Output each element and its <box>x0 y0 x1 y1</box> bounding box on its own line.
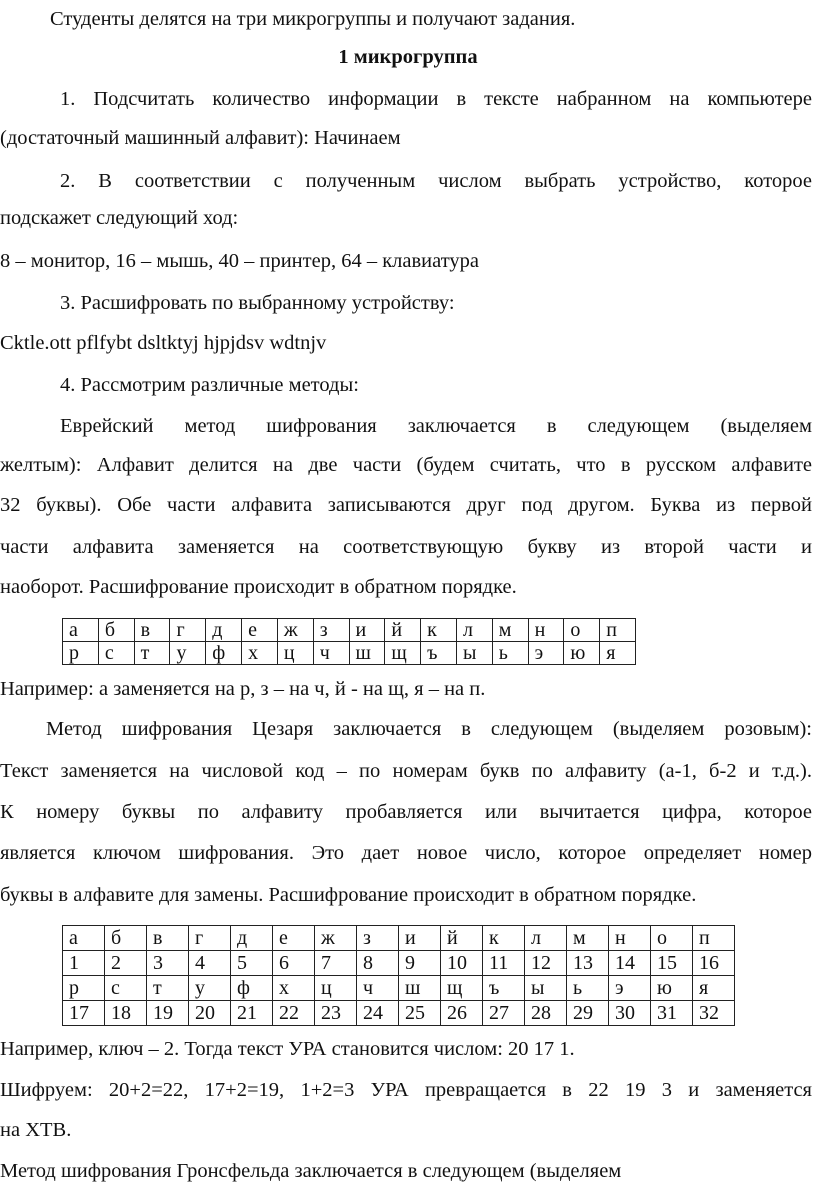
table-cell: ь <box>567 976 609 1001</box>
table-cell: у <box>170 642 206 665</box>
table-cell: ж <box>315 926 357 951</box>
table-cell: и <box>399 926 441 951</box>
table-cell: г <box>189 926 231 951</box>
table-cell: ю <box>651 976 693 1001</box>
table-cell: б <box>98 619 134 642</box>
table-cell: 6 <box>273 951 315 976</box>
table-cell: 18 <box>105 1001 147 1026</box>
table-cell: м <box>492 619 528 642</box>
caesar-method-line-4: является ключом шифрования. Это дает новое число, которое определяет номер <box>0 842 812 864</box>
table-cell: ы <box>456 642 492 665</box>
group-title: 1 микрогруппа <box>338 46 478 68</box>
table-cell: у <box>189 976 231 1001</box>
table-cell: с <box>105 976 147 1001</box>
device-list: 8 – монитор, 16 – мышь, 40 – принтер, 64 – клавиатура <box>0 250 479 272</box>
table-cell: о <box>651 926 693 951</box>
hebrew-method-line-1: Еврейский метод шифрования заключается в следующем (выделяем <box>60 415 812 437</box>
task-2-line-1: 2. В соответствии с полученным числом выбрать устройство, которое <box>60 170 812 192</box>
table-row <box>63 951 735 976</box>
table-cell: ю <box>564 642 600 665</box>
table-cell: к <box>421 619 457 642</box>
task-3: 3. Расшифровать по выбранному устройству: <box>60 292 455 314</box>
table-cell: 9 <box>399 951 441 976</box>
table-cell: я <box>693 976 735 1001</box>
table-cell: 2 <box>105 951 147 976</box>
table-cell: ш <box>399 976 441 1001</box>
table-row <box>63 1001 735 1026</box>
table-cell: 32 <box>693 1001 735 1026</box>
table-cell: 23 <box>315 1001 357 1026</box>
gronsfeld-method-line-1: Метод шифрования Гронсфельда заключается в следующем (выделяем <box>0 1160 622 1182</box>
hebrew-method-line-2: желтым): Алфавит делится на две части (будем считать, что в русском алфавите <box>0 454 812 476</box>
table-cell: й <box>441 926 483 951</box>
table-cell: щ <box>385 642 421 665</box>
table-cell: н <box>528 619 564 642</box>
task-1-line-1: 1. Подсчитать количество информации в тексте набранном на компьютере <box>60 88 812 110</box>
table-cell: х <box>273 976 315 1001</box>
table-cell: в <box>134 619 170 642</box>
caesar-method-line-2: Текст заменяется на числовой код – по номерам букв по алфавиту (а-1, б-2 и т.д.). <box>0 760 812 782</box>
table-cell: щ <box>441 976 483 1001</box>
table-cell: п <box>600 619 636 642</box>
table-cell: ш <box>349 642 385 665</box>
table-cell: 17 <box>63 1001 105 1026</box>
hebrew-method-line-3: 32 буквы). Обе части алфавита записываются друг под другом. Буква из первой <box>0 494 812 516</box>
caesar-method-line-1: Метод шифрования Цезаря заключается в следующем (выделяем розовым): <box>46 718 812 740</box>
table-cell: г <box>170 619 206 642</box>
table-cell: а <box>63 619 99 642</box>
table-cell: 4 <box>189 951 231 976</box>
table-cell: а <box>63 926 105 951</box>
table-cell: ы <box>525 976 567 1001</box>
table-cell: з <box>313 619 349 642</box>
hebrew-cipher-table <box>62 618 636 665</box>
table-cell: 15 <box>651 951 693 976</box>
table-cell: т <box>134 642 170 665</box>
table-cell: э <box>528 642 564 665</box>
task-4: 4. Рассмотрим различные методы: <box>60 374 359 396</box>
table-cell: 25 <box>399 1001 441 1026</box>
table-cell: ч <box>313 642 349 665</box>
table-cell: 20 <box>189 1001 231 1026</box>
table-cell: 29 <box>567 1001 609 1026</box>
table-row <box>63 976 735 1001</box>
table-cell: 5 <box>231 951 273 976</box>
table-cell: 19 <box>147 1001 189 1026</box>
table-cell: т <box>147 976 189 1001</box>
table-cell: 11 <box>483 951 525 976</box>
caesar-method-line-3: К номеру буквы по алфавиту пробавляется или вычитается цифра, которое <box>0 801 812 823</box>
task-2-line-2: подскажет следующий ход: <box>0 207 239 229</box>
table-cell: б <box>105 926 147 951</box>
table-cell: 3 <box>147 951 189 976</box>
table-cell: 26 <box>441 1001 483 1026</box>
table-cell: д <box>206 619 242 642</box>
table-cell: м <box>567 926 609 951</box>
encrypt-line-1: Шифруем: 20+2=22, 17+2=19, 1+2=3 УРА превращается в 22 19 3 и заменяется <box>0 1079 812 1101</box>
table-cell: 14 <box>609 951 651 976</box>
table-cell: ц <box>277 642 313 665</box>
table-cell: 27 <box>483 1001 525 1026</box>
table-cell: з <box>357 926 399 951</box>
encrypt-line-2: на ХТВ. <box>0 1119 72 1141</box>
table-cell: ъ <box>421 642 457 665</box>
table-cell: д <box>231 926 273 951</box>
table-cell: ч <box>357 976 399 1001</box>
cipher-text: Cktle.ott pflfybt dsltktyj hjpjdsv wdtnjv <box>0 332 327 354</box>
table-cell: л <box>525 926 567 951</box>
table-cell: и <box>349 619 385 642</box>
table-cell: 7 <box>315 951 357 976</box>
table-cell: о <box>564 619 600 642</box>
table-cell: л <box>456 619 492 642</box>
table-cell: 22 <box>273 1001 315 1026</box>
table-row <box>63 642 636 665</box>
table-cell: 30 <box>609 1001 651 1026</box>
caesar-method-line-5: буквы в алфавите для замены. Расшифрование происходит в обратном порядке. <box>0 884 697 906</box>
table-cell: р <box>63 642 99 665</box>
hebrew-method-line-5: наоборот. Расшифрование происходит в обратном порядке. <box>0 576 517 598</box>
table-cell: с <box>98 642 134 665</box>
table-cell: ц <box>315 976 357 1001</box>
table-cell: ь <box>492 642 528 665</box>
hebrew-method-line-4: части алфавита заменяется на соответствующую букву из второй части и <box>0 536 812 558</box>
table-cell: ф <box>231 976 273 1001</box>
table-cell: н <box>609 926 651 951</box>
caesar-example: Например, ключ – 2. Тогда текст УРА становится числом: 20 17 1. <box>0 1038 575 1060</box>
table-cell: ф <box>206 642 242 665</box>
table-cell: я <box>600 642 636 665</box>
table-row <box>63 926 735 951</box>
table-cell: е <box>273 926 315 951</box>
table-cell: 16 <box>693 951 735 976</box>
table-cell: ъ <box>483 976 525 1001</box>
task-1-line-2: (достаточный машинный алфавит): Начинаем <box>0 127 401 149</box>
table-cell: к <box>483 926 525 951</box>
hebrew-example: Например: а заменяется на р, з – на ч, й - на щ, я – на п. <box>0 678 486 700</box>
table-cell: 10 <box>441 951 483 976</box>
table-cell: 21 <box>231 1001 273 1026</box>
caesar-cipher-table <box>62 925 735 1026</box>
table-cell: в <box>147 926 189 951</box>
table-cell: й <box>385 619 421 642</box>
table-cell: ж <box>277 619 313 642</box>
table-row <box>63 619 636 642</box>
table-cell: х <box>242 642 278 665</box>
table-cell: п <box>693 926 735 951</box>
table-cell: 1 <box>63 951 105 976</box>
table-cell: 12 <box>525 951 567 976</box>
intro-text: Студенты делятся на три микрогруппы и получают задания. <box>50 8 576 30</box>
table-cell: 28 <box>525 1001 567 1026</box>
table-cell: 31 <box>651 1001 693 1026</box>
table-cell: 13 <box>567 951 609 976</box>
table-cell: р <box>63 976 105 1001</box>
table-cell: э <box>609 976 651 1001</box>
table-cell: е <box>242 619 278 642</box>
table-cell: 8 <box>357 951 399 976</box>
table-cell: 24 <box>357 1001 399 1026</box>
